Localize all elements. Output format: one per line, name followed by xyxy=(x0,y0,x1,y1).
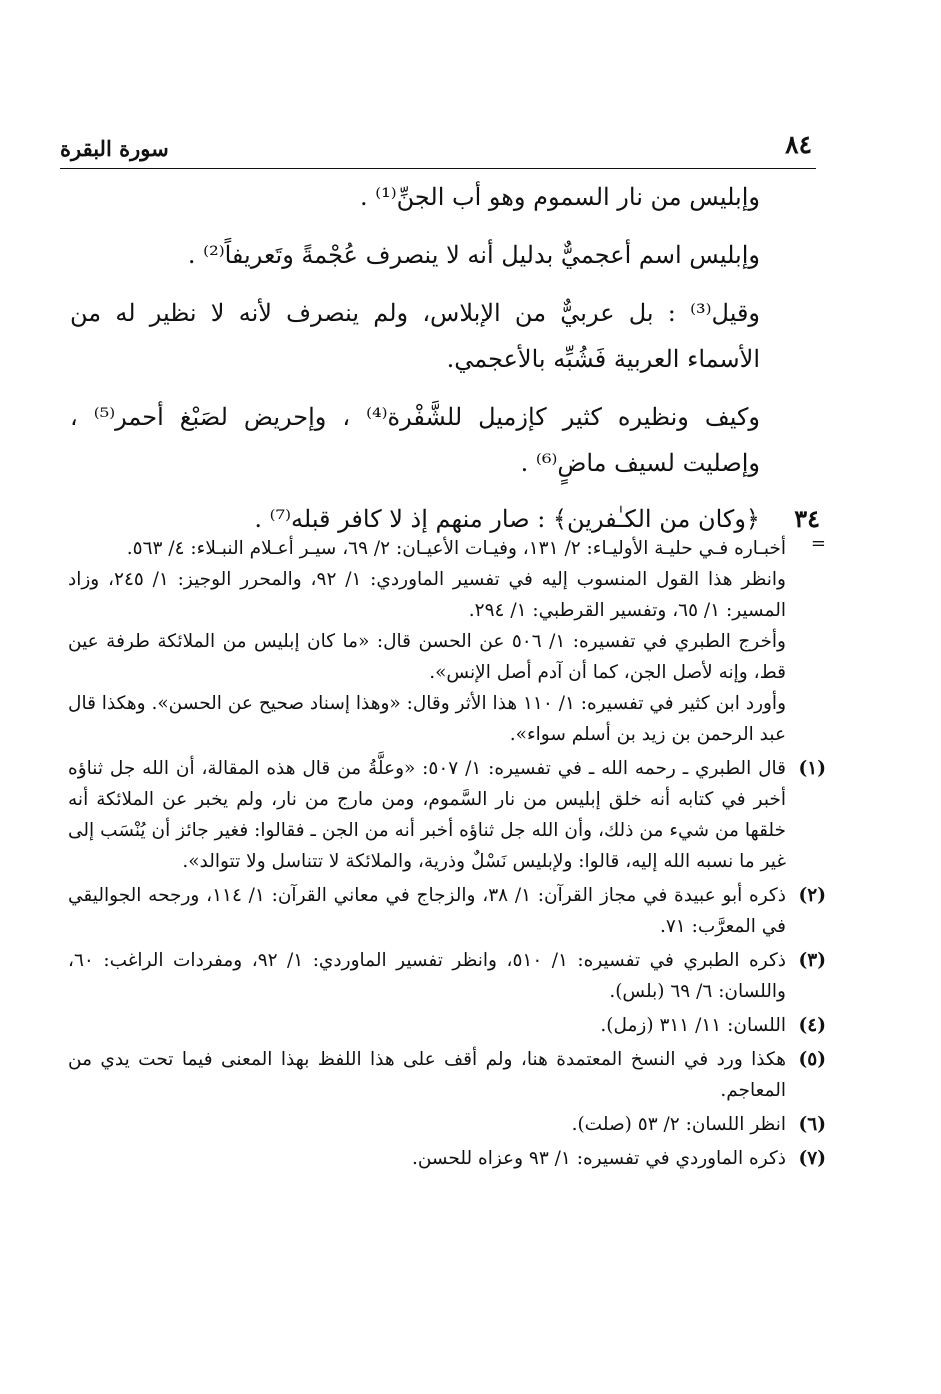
footnote-number: (٤) xyxy=(798,1015,826,1036)
footnote-number: (٢) xyxy=(798,885,826,906)
footnote-text: اللسان: ١١/ ٣١١ (زمل). xyxy=(600,1015,786,1036)
footnote-continuation: وانظر هذا القول المنسوب إليه في تفسير الماوردي: ١/ ٩٢، والمحرر الوجيز: ١/ ٢٤٥، وزاد المسير: ١/ ٦٥، وتفسير القرطبي: ١/ ٢٩٤. xyxy=(68,569,786,621)
continuation-mark: = xyxy=(810,533,826,554)
footnote-text: ذكره الطبري في تفسيره: ١/ ٥١٠، وانظر تفسير الماوردي: ١/ ٩٢، ومفردات الراغب: ٦٠، واللسان: ٦/ ٦٩ (بلس). xyxy=(68,950,787,1002)
footnote-item xyxy=(68,753,826,877)
footnotes xyxy=(68,533,826,1174)
footnote-number: (٧) xyxy=(798,1148,826,1169)
footnote-item xyxy=(68,880,826,942)
footnote-number: (٣) xyxy=(798,950,826,971)
footnote-separator xyxy=(60,519,816,520)
page-header xyxy=(60,130,816,169)
paragraph-2: وإبليس اسم أعجميٌّ بدليل أنه لا ينصرف عُجْمةً وتَعريفاً⁽²⁾ . xyxy=(187,241,760,269)
main-text xyxy=(70,174,820,542)
verse-number: ٣٤ xyxy=(794,504,820,533)
footnote-item xyxy=(68,1010,826,1041)
page-number: ٨٤ xyxy=(785,130,812,159)
footnote-text: قال الطبري ـ رحمه الله ـ في تفسيره: ١/ ٥٠٧: «وعلَّةُ من قال هذه المقالة، أن الله جل ثناؤه أخبر في كتابه أنه خلق إبليس من نار السَّموم، ومن مارج من نار، ولم يخبر عن الملائكة أنه خلقها من شيء من ذلك، وأن الله جل ثناؤه أخبر أنه من الجن ـ فقالوا: فغير جائز أن يُنْسَب إلى غير ما نسبه الله إليه، قالوا: ولإبليس نَسْلٌ وذرية، والملائكة لا تتناسل ولا تتوالد». xyxy=(68,758,786,872)
footnote-text: ذكره أبو عبيدة في مجاز القرآن: ١/ ٣٨، والزجاج في معاني القرآن: ١/ ١١٤، ورجحه الجواليقي في المعرَّب: ٧١. xyxy=(68,885,786,937)
footnote-number: (١) xyxy=(798,758,826,779)
footnote-item xyxy=(68,1044,826,1106)
paragraph-3: وقيل⁽³⁾ : بل عربيٌّ من الإبلاس، ولم ينصرف لأنه لا نظير له من الأسماء العربية فَشُبِّه بالأعجمي. xyxy=(70,299,760,373)
surah-title: سورة البقرة xyxy=(60,136,169,161)
footnote-continuation: أخبـاره فـي حليـة الأوليـاء: ٢/ ١٣١، وفيـات الأعيـان: ٢/ ٦٩، سيـر أعـلام النبـلاء: ٤/ ٥٦٣. xyxy=(126,538,786,559)
footnote-continuation: وأورد ابن كثير في تفسيره: ١/ ١١٠ هذا الأثر وقال: «وهذا إسناد صحيح عن الحسن». وهكذا قال عبد الرحمن بن زيد بن أسلم سواء». xyxy=(68,693,787,745)
footnote-text: انظر اللسان: ٢/ ٥٣ (صلت). xyxy=(571,1114,786,1135)
footnote-text: هكذا ورد في النسخ المعتمدة هنا، ولم أقف على هذا اللفظ بهذا المعنى فيما تحت يدي من المعاجم. xyxy=(68,1049,786,1101)
footnote-item xyxy=(68,1143,826,1174)
footnote-number: (٥) xyxy=(798,1049,826,1070)
footnote-item xyxy=(68,1109,826,1140)
paragraph-4: وكيف ونظيره كثير كإزميل للشَّفْرة⁽⁴⁾ ، وإحريض لصَبْغ أحمر⁽⁵⁾ ، وإصليت لسيف ماضٍ⁽⁶⁾ . xyxy=(70,403,760,477)
footnote-number: (٦) xyxy=(798,1114,826,1135)
verse-text: ﴿وكان من الكـٰفرين﴾ : صار منهم إذ لا كافر قبله⁽⁷⁾ . xyxy=(254,505,760,533)
footnote-text: ذكره الماوردي في تفسيره: ١/ ٩٣ وعزاه للحسن. xyxy=(411,1148,786,1169)
footnote-item xyxy=(68,945,826,1007)
paragraph-1: وإبليس من نار السموم وهو أب الجنِّ⁽¹⁾ . xyxy=(359,183,760,211)
footnote-continuation: وأخرج الطبري في تفسيره: ١/ ٥٠٦ عن الحسن قال: «ما كان إبليس من الملائكة طرفة عين قط، وإنه لأصل الجن، كما أن آدم أصل الإنس». xyxy=(68,631,786,683)
